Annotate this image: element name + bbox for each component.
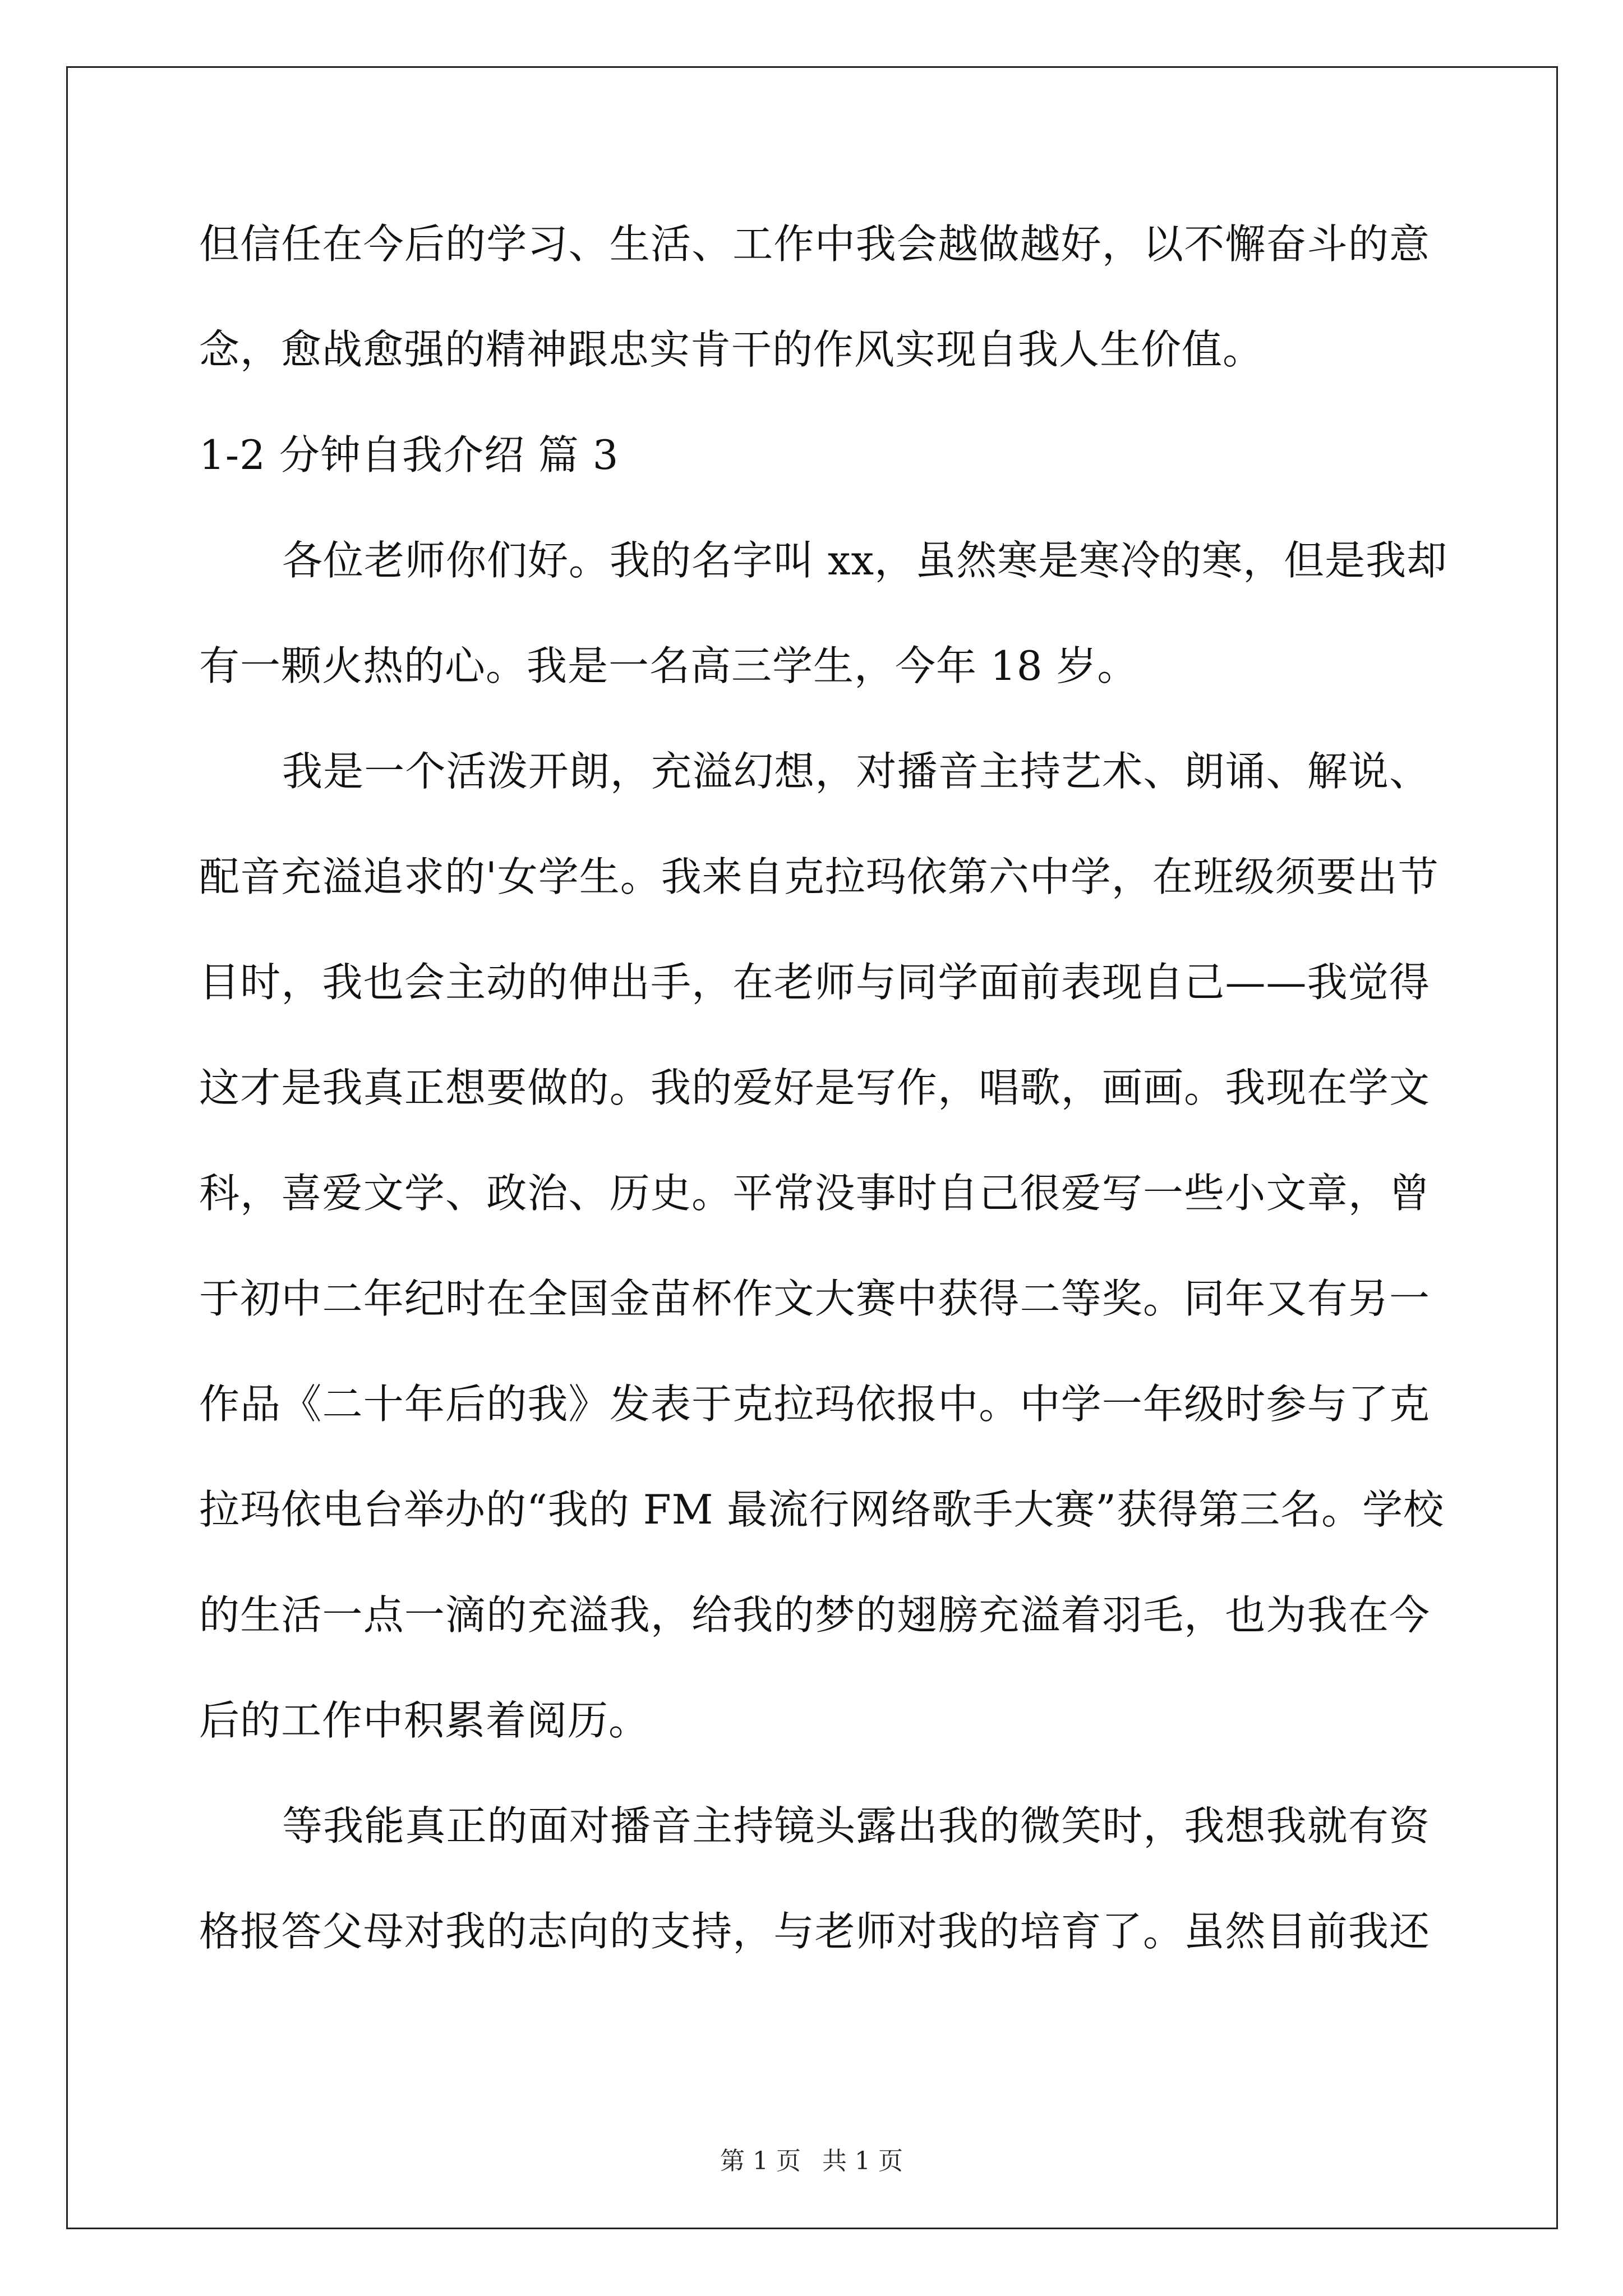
text-line-10: 科，喜爱文学、政治、历史。平常没事时自己很爱写一些小文章，曾 [199, 1170, 1430, 1217]
text-line-16: 等我能真正的面对播音主持镜头露出我的微笑时，我想我就有资 [282, 1802, 1430, 1849]
text-line-5: 有一颗火热的心。我是一名高三学生，今年 18 岁。 [199, 642, 1138, 689]
page-number-current: 第 1 页 [720, 2147, 801, 2175]
text-line-7: 配音充溢追求的'女学生。我来自克拉玛依第六中学，在班级须要出节 [199, 853, 1439, 900]
text-line-6: 我是一个活泼开朗，充溢幻想，对播音主持艺术、朗诵、解说、 [282, 748, 1430, 795]
text-line-14: 的生活一点一滴的充溢我，给我的梦的翅膀充溢着羽毛，也为我在今 [199, 1591, 1430, 1639]
text-line-12: 作品《二十年后的我》发表于克拉玛依报中。中学一年级时参与了克 [199, 1381, 1430, 1428]
text-line-9: 这才是我真正想要做的。我的爱好是写作，唱歌，画画。我现在学文 [199, 1064, 1430, 1111]
page-number-total: 共 1 页 [822, 2147, 903, 2175]
section-heading: 1-2 分钟自我介绍 篇 3 [199, 431, 619, 478]
text-line-2: 念，愈战愈强的精神跟忠实肯干的作风实现自我人生价值。 [199, 326, 1264, 373]
document-body [199, 218, 1448, 2010]
text-line-8: 目时，我也会主动的伸出手，在老师与同学面前表现自己——我觉得 [199, 959, 1430, 1006]
text-line-11: 于初中二年纪时在全国金苗杯作文大赛中获得二等奖。同年又有另一 [199, 1275, 1430, 1322]
page-footer [0, 2141, 1623, 2177]
text-line-4: 各位老师你们好。我的名字叫 xx，虽然寒是寒冷的寒，但是我却 [282, 537, 1448, 584]
text-line-15: 后的工作中积累着阅历。 [199, 1697, 650, 1744]
text-line-13: 拉玛依电台举办的“我的 FM 最流行网络歌手大赛”获得第三名。学校 [199, 1486, 1445, 1533]
text-line-17: 格报答父母对我的志向的支持，与老师对我的培育了。虽然目前我还 [199, 1908, 1430, 1955]
text-line-1: 但信任在今后的学习、生活、工作中我会越做越好，以不懈奋斗的意 [199, 220, 1430, 268]
